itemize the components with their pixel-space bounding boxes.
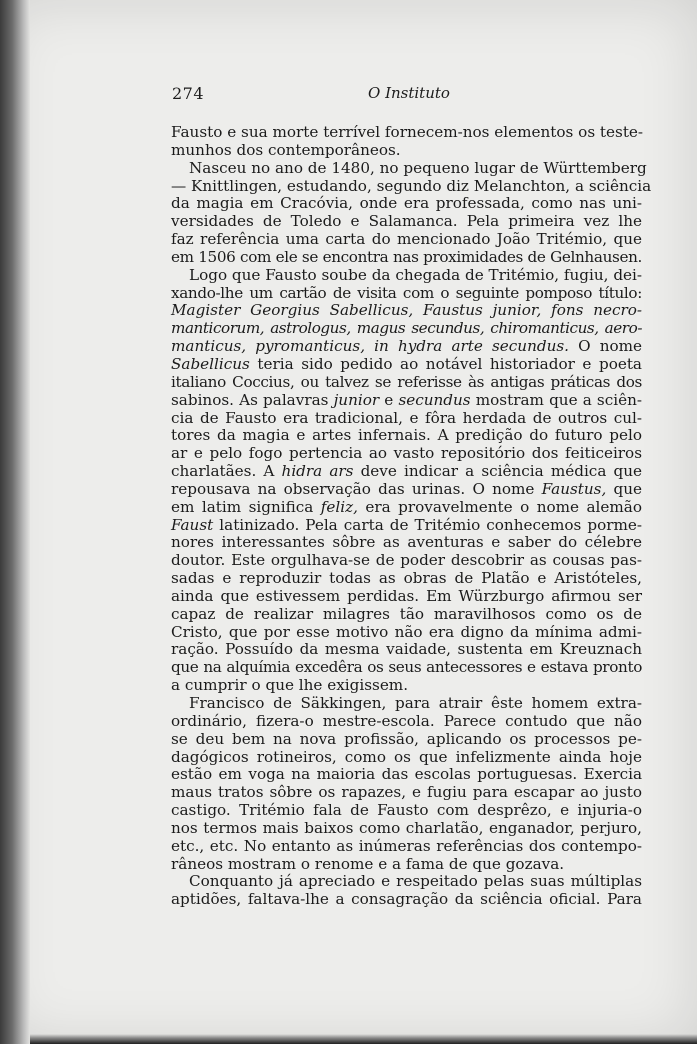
text-line: — Knittlingen, estudando, segundo diz Melanchton, a sciência (171, 176, 652, 195)
text-line: cia de Fausto era tradicional, e fôra herdada de outros cul- (171, 408, 642, 427)
text-line: Conquanto já apreciado e respeitado pelas suas múltiplas (189, 872, 642, 891)
text-line: da magia em Cracóvia, onde era professada, como nas uni- (171, 194, 642, 213)
body-text (171, 123, 652, 909)
running-header (172, 84, 642, 108)
text-line: a cumprir o que lhe exigissem. (171, 676, 409, 695)
text-line: munhos dos contemporâneos. (171, 140, 401, 159)
text-line: sadas e reproduzir todas as obras de Platão e Aristóteles, (171, 569, 642, 588)
text-line: dagógicos rotineiros, como os que infelizmente ainda hoje (171, 747, 642, 766)
text-line: Faust latinizado. Pela carta de Tritémio conhecemos porme- (171, 515, 642, 534)
text-line: Francisco de Säkkingen, para atrair êste homem extra- (189, 694, 642, 712)
page-number: 274 (172, 84, 205, 103)
text-line: ração. Possuído da mesma vaidade, sustenta em Kreuznach (171, 640, 642, 659)
text-line: manticorum, astrologus, magus secundus, chiromanticus, aero- (171, 319, 642, 338)
text-line: capaz de realizar milagres tão maravilhosos como os de (171, 604, 642, 623)
text-line: sabinos. As palavras junior e secundus mostram que a sciên- (171, 390, 642, 409)
text-line: doutor. Este orgulhava-se de poder descobrir as cousas pas- (171, 551, 642, 570)
text-line: tores da magia e artes infernais. A predição do futuro pelo (171, 426, 642, 445)
text-line: Sabellicus teria sido pedido ao notável historiador e poeta (171, 354, 642, 373)
text-line: que na alquímia excedêra os seus antecessores e estava pronto (171, 658, 642, 677)
text-line: aptidões, faltava-lhe a consagração da sciência oficial. Para (171, 890, 642, 909)
running-title: O Instituto (368, 84, 450, 102)
text-line: nores interessantes sôbre as aventuras e saber do célebre (171, 533, 642, 552)
text-line: Fausto e sua morte terrível fornecem-nos elementos os teste- (171, 123, 644, 141)
text-line: versidades de Toledo e Salamanca. Pela primeira vez lhe (171, 212, 642, 231)
text-line: Nasceu no ano de 1480, no pequeno lugar de Württemberg (189, 158, 647, 177)
page-bottom-edge (30, 1034, 697, 1044)
text-line: ordinário, fizera-o mestre-escola. Parece contudo que não (171, 711, 642, 730)
text-line: Logo que Fausto soube da chegada de Tritémio, fugiu, dei- (189, 265, 643, 284)
text-line: italiano Coccius, ou talvez se referisse às antigas práticas dos (171, 372, 642, 391)
text-line: etc., etc. No entanto as inúmeras referências dos contempo- (171, 836, 642, 855)
text-line: em latim significa feliz, era provavelmente o nome alemão (171, 497, 642, 516)
text-line: faz referência uma carta do mencionado João Tritémio, que (171, 230, 642, 249)
text-line: repousava na observação das urinas. O nome Faustus, que (171, 479, 642, 498)
text-line: xando-lhe um cartão de visita com o seguinte pomposo título: (171, 283, 642, 302)
text-line: manticus, pyromanticus, in hydra arte secundus. O nome (171, 337, 643, 356)
text-line: Cristo, que por esse motivo não era digno da mínima admi- (171, 622, 642, 641)
text-line: râneos mostram o renome e a fama de que gozava. (171, 854, 565, 873)
text-line: nos termos mais baixos como charlatão, enganador, perjuro, (171, 818, 642, 837)
text-line: castigo. Tritémio fala de Fausto com desprêzo, e injuria-o (171, 801, 642, 820)
text-line: Magister Georgius Sabellicus, Faustus junior, fons necro- (171, 301, 642, 320)
text-line: em 1506 com ele se encontra nas proximidades de Gelnhausen. (171, 247, 642, 266)
text-line: maus tratos sôbre os rapazes, e fugiu para escapar ao justo (171, 783, 642, 802)
text-line: ainda que estivessem perdidas. Em Würzburgo afirmou ser (171, 586, 642, 605)
text-line: charlatães. A hidra ars deve indicar a sciência médica que (171, 462, 642, 481)
text-line: estão em voga na maioria das escolas portuguesas. Exercia (171, 765, 642, 784)
text-line: ar e pelo fogo pertencia ao vasto repositório dos feiticeiros (171, 444, 642, 463)
text-line: se deu bem na nova profissão, aplicando os processos pe- (171, 729, 642, 748)
book-spine-shadow (0, 0, 30, 1044)
